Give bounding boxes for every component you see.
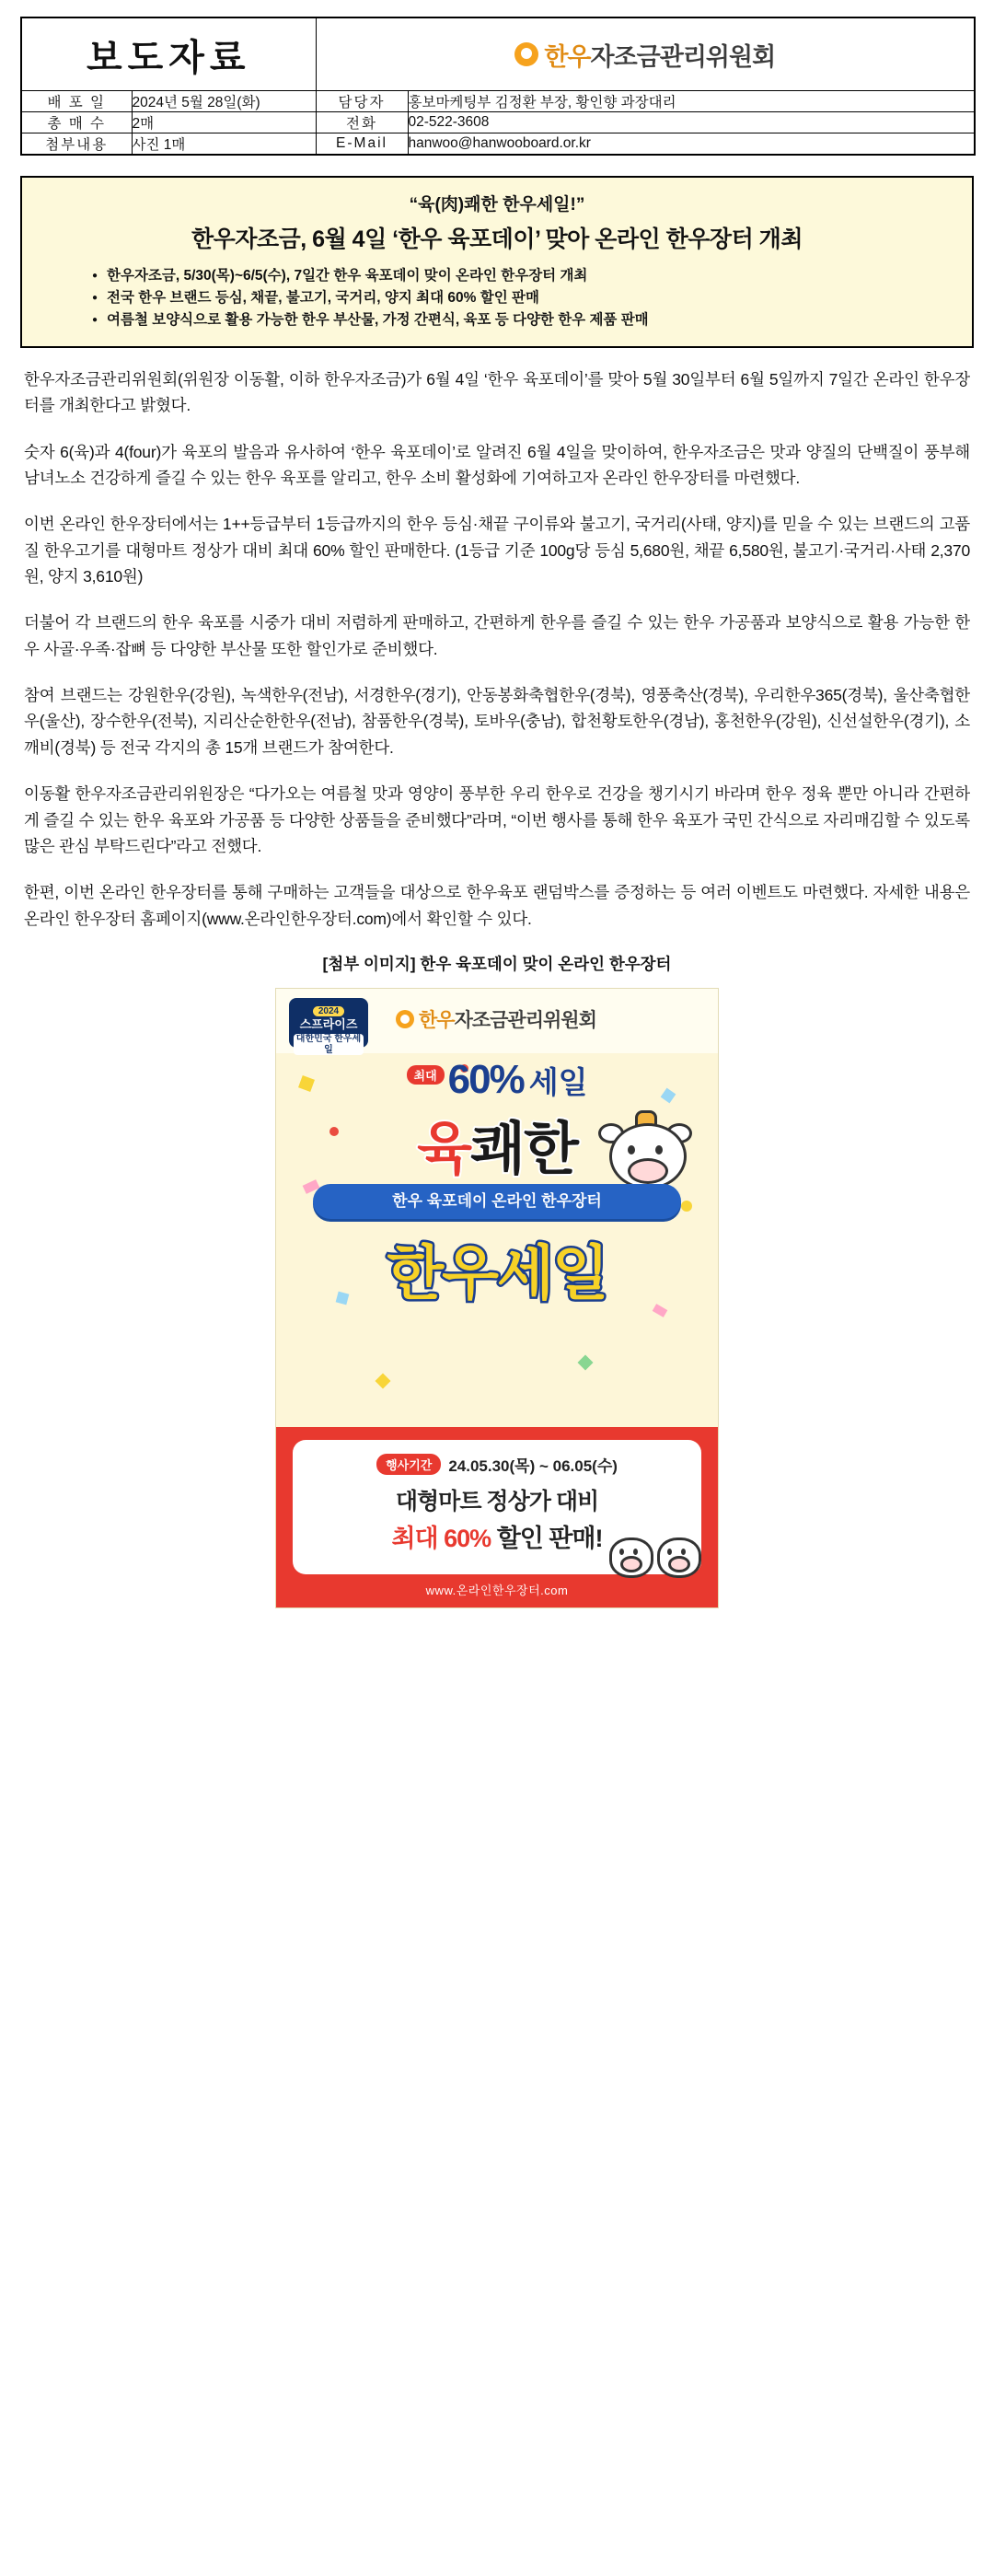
headline-bullet-list xyxy=(92,265,902,331)
poster-period-row xyxy=(293,1453,701,1476)
poster-discount-line xyxy=(276,1057,718,1103)
attachment-caption: [첨부 이미지] 한우 육포데이 맞이 온라인 한우장터 xyxy=(322,954,672,973)
poster-discount-word: 세일 xyxy=(528,1064,588,1099)
list-item: ● 한우자조금, 5/30(목)~6/5(수), 7일간 한우 육포데이 맞이 온라인 한우장터 개최 xyxy=(92,265,902,287)
table-row xyxy=(21,133,975,156)
poster-hero-line1-b: 쾌한 xyxy=(470,1117,577,1181)
poster-badge-year: 2024 xyxy=(313,1006,344,1017)
value-attachment: 사진 1매 xyxy=(132,133,316,156)
value-contact-person: 홍보마케팅부 김정환 부장, 황인향 과장대리 xyxy=(408,91,975,112)
paragraph: 이동활 한우자조금관리위원장은 “다가오는 여름철 맛과 영양이 풍부한 우리 한우로 건강을 챙기시기 바라며 한우 정육 뿐만 아니라 간편하게 즐길 수 있는 한우 육포와 가공품 등 다양한 상품들을 준비했다”라며, “이번 행사를 통해 한우 육포가 국민 간식으로 자리매김할 수 있도록 많은 관심 부탁드린다”라고 전했다. xyxy=(24,784,970,855)
poster-period-value: 24.05.30(목) ~ 06.05(수) xyxy=(448,1456,618,1475)
hanwoo-circle-icon xyxy=(514,42,538,66)
cow-mascot-icon xyxy=(655,1528,698,1576)
value-distribution-date: 2024년 5월 28일(화) xyxy=(132,91,316,112)
paragraph: 숫자 6(육)과 4(four)가 육포의 발음과 유사하여 ‘한우 육포데이’로 알려진 6월 4일을 맞이하여, 한우자조금은 맛과 양질의 단백질이 풍부해 남녀노소 건강하게 즐길 수 있는 한우 육포를 알리고, 한우 소비 활성화에 기여하고자 온라인 한우장터를 마련했다. xyxy=(24,442,970,488)
label-phone: 전화 xyxy=(316,112,408,133)
list-item: ● 여름철 보양식으로 활용 가능한 한우 부산물, 가정 간편식, 육포 등 다양한 한우 제품 판매 xyxy=(92,309,902,331)
poster-organization-logo xyxy=(396,1005,596,1033)
organization-logo xyxy=(317,37,975,73)
header-title-row xyxy=(21,17,975,91)
poster-hero-line1-a: 육 xyxy=(417,1117,471,1181)
org-logo-cell xyxy=(316,17,975,91)
poster-period-label: 행사기간 xyxy=(376,1454,441,1475)
headline-main: 한우자조금, 6월 4일 ‘한우 육포데이’ 맞아 온라인 한우장터 개최 xyxy=(191,226,803,252)
paragraph: 참여 브랜드는 강원한우(강원), 녹색한우(전남), 서경한우(경기), 안동봉화축협한우(경북), 영풍축산(경북), 우리한우365(경북), 울산축협한우(울산), 장수한우(전북), 지리산순한한우(전남), 참품한우(경북), 토바우(충남), 합천황토한우(경남), 홍천한우(강원), 신선설한우(경기), 소깨비(경북) 등 전국 각지의 총 15개 브랜드가 참여한다. xyxy=(24,686,970,757)
paragraph: 이번 온라인 한우장터에서는 1++등급부터 1등급까지의 한우 등심·채끝 구이류와 불고기, 국거리(사태, 양지)를 믿을 수 있는 브랜드의 고품질 한우고기를 대형마트 정상가 대비 최대 60% 할인 판매한다. (1등급 기준 100g당 등심 5,680원, 채끝 6,580원, 불고기·국거리·사태 2,370원, 양지 3,610원) xyxy=(24,515,970,586)
page-title: 보도자료 xyxy=(86,36,251,78)
body-text xyxy=(20,366,974,932)
label-attachment: 첨부내용 xyxy=(21,133,132,156)
poster-hero-line2: 한우세일 xyxy=(387,1239,607,1306)
poster-discount-max-label: 최대 xyxy=(407,1065,445,1085)
label-distribution-date: 배 포 일 xyxy=(21,91,132,112)
poster-bottom-band xyxy=(276,1427,718,1607)
paragraph: 한우자조금관리위원회(위원장 이동활, 이하 한우자조금)가 6월 4일 ‘한우 육포데이’를 맞아 5월 30일부터 6월 5일까지 7일간 온라인 한우장터를 개최한다고 밝혔다. xyxy=(24,370,970,415)
poster-logo-text: 한우자조금관리위원회 xyxy=(419,1009,596,1031)
list-item: ● 전국 한우 브랜드 등심, 채끝, 불고기, 국거리, 양지 최대 60% 할인 판매 xyxy=(92,287,902,309)
poster-bottom-line2-rest: 할인 판매! xyxy=(491,1524,603,1552)
header-info-table xyxy=(20,17,976,156)
table-row xyxy=(21,91,975,112)
poster-badge-line1: 스프라이즈 xyxy=(299,1017,358,1032)
poster-ribbon-text: 한우 육포데이 온라인 한우장터 xyxy=(313,1184,681,1219)
headline-box xyxy=(20,176,974,348)
poster-bottom-line2-highlight: 최대 60% xyxy=(391,1524,491,1552)
organization-logo-text: 한우자조금관리위원회 xyxy=(544,42,776,71)
paragraph: 한편, 이번 온라인 한우장터를 통해 구매하는 고객들을 대상으로 한우육포 랜덤박스를 증정하는 등 여러 이벤트도 마련했다. 자세한 내용은 온라인 한우장터 홈페이지(www.온라인한우장터.com)에서 확인할 수 있다. xyxy=(24,883,970,928)
poster-bottom-line1: 대형마트 정상가 대비 xyxy=(395,1488,599,1514)
label-total-pages: 총 매 수 xyxy=(21,112,132,133)
paragraph: 더불어 각 브랜드의 한우 육포를 시중가 대비 저렴하게 판매하고, 간편하게 한우를 즐길 수 있는 한우 가공품과 보양식으로 활용 가능한 한우 사골·우족·잡뼈 등 다양한 부산물 또한 할인가로 준비했다. xyxy=(24,613,970,658)
confetti-icon xyxy=(578,1354,594,1370)
confetti-icon xyxy=(376,1373,391,1388)
value-phone: 02-522-3608 xyxy=(408,112,975,133)
cow-mascot-icon xyxy=(607,1528,650,1576)
value-email: hanwoo@hanwooboard.or.kr xyxy=(408,133,975,156)
label-email: E-Mail xyxy=(316,133,408,156)
poster-discount-number: 60% xyxy=(447,1056,524,1102)
confetti-icon xyxy=(681,1201,692,1212)
promo-poster xyxy=(275,988,719,1608)
table-row xyxy=(21,112,975,133)
hanwoo-circle-icon xyxy=(396,1010,414,1028)
doc-title-cell xyxy=(21,17,316,91)
label-contact-person: 담당자 xyxy=(316,91,408,112)
attachment-image-wrap xyxy=(20,988,974,1608)
poster-website-url: www.온라인한우장터.com xyxy=(425,1583,569,1597)
value-total-pages: 2매 xyxy=(132,112,316,133)
poster-badge-line2: 대한민국 한우세일 xyxy=(294,1034,364,1055)
headline-quote: “육(肉)쾌한 한우세일!” xyxy=(409,195,585,215)
poster-event-badge xyxy=(289,998,368,1055)
